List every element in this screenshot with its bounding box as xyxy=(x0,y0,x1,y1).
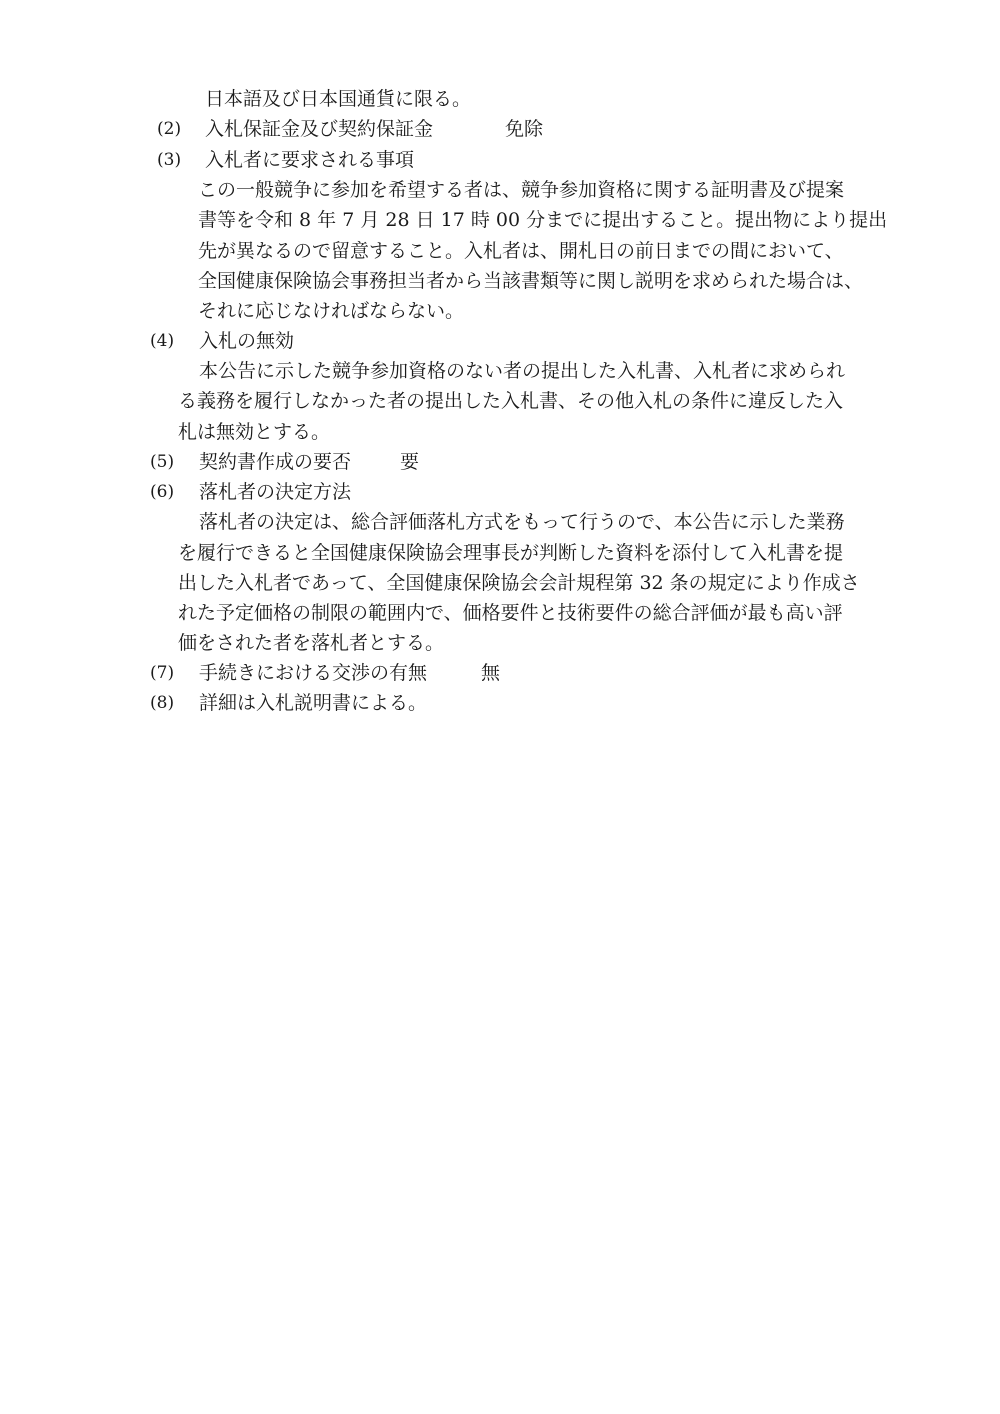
item-number: (5) xyxy=(150,452,175,472)
continuation-line: 日本語及び日本国通貨に限る。 xyxy=(205,88,472,110)
item-title: 入札の無効 xyxy=(199,330,295,352)
item-value: 要 xyxy=(400,451,420,473)
item-value: 免除 xyxy=(505,118,544,140)
body-line: 落札者の決定は、総合評価落札方式をもって行うので、本公告に示した業務 xyxy=(199,511,845,533)
item-title: 契約書作成の要否 xyxy=(199,451,352,473)
body-line: れた予定価格の制限の範囲内で、価格要件と技術要件の総合評価が最も高い評 xyxy=(178,602,843,624)
item-title: 入札者に要求される事項 xyxy=(205,149,415,171)
item-title: 詳細は入札説明書による。 xyxy=(199,692,428,714)
item-title: 手続きにおける交渉の有無 xyxy=(199,662,428,684)
body-line: 書等を令和 8 年 7 月 28 日 17 時 00 分までに提出すること。提出物により提出 xyxy=(198,209,888,231)
body-line: それに応じなければならない。 xyxy=(198,300,465,322)
body-line: 札は無効とする。 xyxy=(178,421,331,443)
item-number: (4) xyxy=(150,331,175,351)
body-line: る義務を履行しなかった者の提出した入札書、その他入札の条件に違反した入 xyxy=(178,390,844,412)
item-number: (3) xyxy=(157,150,182,170)
item-title: 入札保証金及び契約保証金 xyxy=(205,118,434,140)
body-line: 全国健康保険協会事務担当者から当該書類等に関し説明を求められた場合は、 xyxy=(198,270,864,292)
item-title: 落札者の決定方法 xyxy=(199,481,352,503)
body-line: この一般競争に参加を希望する者は、競争参加資格に関する証明書及び提案 xyxy=(198,179,845,201)
body-line: を履行できると全国健康保険協会理事長が判断した資料を添付して入札書を提 xyxy=(178,542,844,564)
item-value: 無 xyxy=(481,662,501,684)
body-line: 価をされた者を落札者とする。 xyxy=(178,632,445,654)
body-line: 本公告に示した競争参加資格のない者の提出した入札書、入札者に求められ xyxy=(199,360,846,382)
item-number: (2) xyxy=(157,119,182,139)
item-number: (8) xyxy=(150,693,175,713)
item-number: (6) xyxy=(150,482,175,502)
body-line: 出した入札者であって、全国健康保険協会会計規程第 32 条の規定により作成さ xyxy=(178,572,860,594)
body-line: 先が異なるので留意すること。入札者は、開札日の前日までの間において、 xyxy=(198,240,844,262)
item-number: (7) xyxy=(150,663,175,683)
